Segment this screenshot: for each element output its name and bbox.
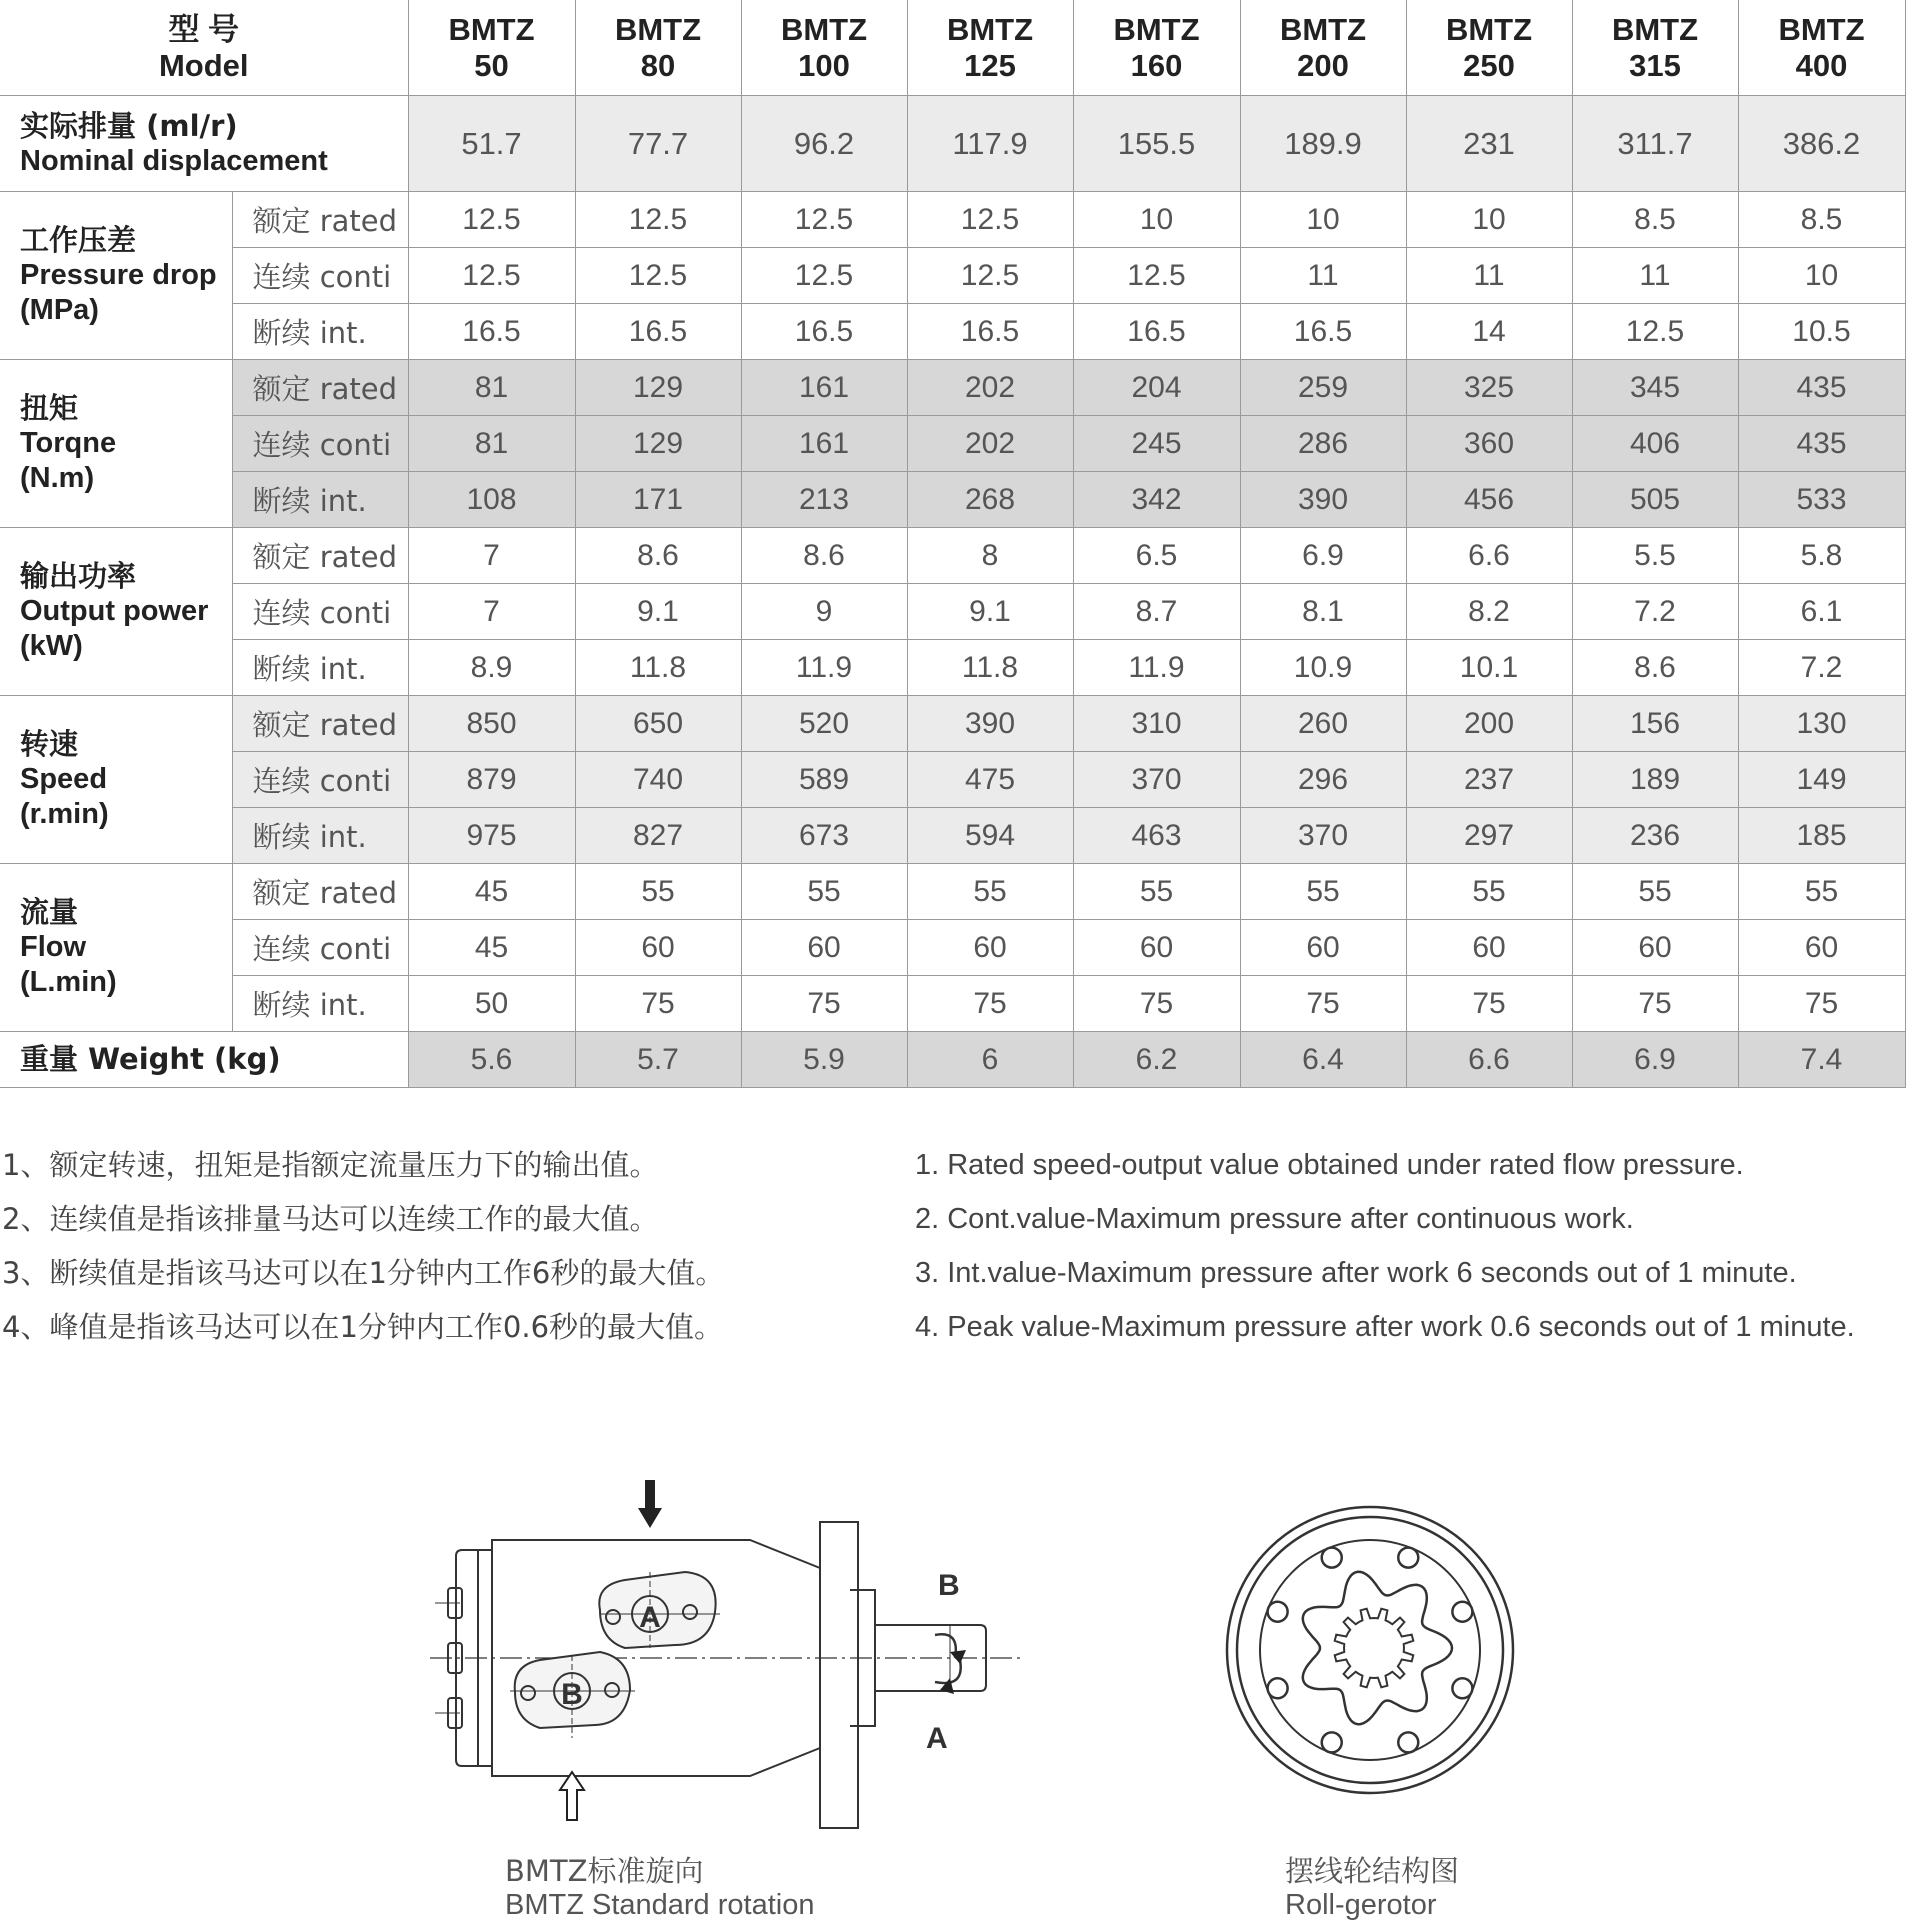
table-cell: 60 — [1738, 920, 1905, 976]
model-prefix: BMTZ — [946, 11, 1034, 47]
table-cell: 390 — [1240, 472, 1406, 528]
table-cell: 325 — [1406, 360, 1572, 416]
table-cell: 231 — [1406, 96, 1572, 192]
table-cell: 342 — [1073, 472, 1240, 528]
motor-caption-cn: BMTZ标准旋向 — [505, 1854, 704, 1888]
inlet-arrow-down — [638, 1480, 662, 1528]
table-cell: 10.9 — [1240, 640, 1406, 696]
table-row — [0, 920, 1905, 976]
table-cell: 6.9 — [1572, 1032, 1738, 1088]
table-cell: 463 — [1073, 808, 1240, 864]
group-label — [0, 696, 232, 864]
table-cell: 8.5 — [1572, 192, 1738, 248]
table-cell: 435 — [1738, 360, 1905, 416]
rotation-b-label: B — [938, 1569, 960, 1602]
table-cell: 55 — [1240, 864, 1406, 920]
gerotor-caption-en: Roll-gerotor — [1285, 1889, 1437, 1921]
table-cell: 8.6 — [741, 528, 907, 584]
displacement-label — [0, 96, 408, 192]
table-cell: 237 — [1406, 752, 1572, 808]
group-unit: (r.min) — [20, 798, 109, 830]
table-cell: 55 — [1073, 864, 1240, 920]
model-prefix: BMTZ — [1611, 11, 1699, 47]
group-unit: (N.m) — [20, 462, 95, 494]
table-row — [0, 976, 1905, 1032]
table-cell: 213 — [741, 472, 907, 528]
notes-english — [915, 1138, 1855, 1354]
group-label — [0, 528, 232, 696]
group-unit: (MPa) — [20, 294, 99, 326]
table-cell: 9 — [741, 584, 907, 640]
table-cell: 75 — [1738, 976, 1905, 1032]
table-cell: 75 — [1073, 976, 1240, 1032]
table-cell: 5.5 — [1572, 528, 1738, 584]
table-cell: 594 — [907, 808, 1073, 864]
table-cell: 406 — [1572, 416, 1738, 472]
table-cell: 6.4 — [1240, 1032, 1406, 1088]
model-prefix: BMTZ — [614, 11, 702, 47]
table-cell: 161 — [741, 416, 907, 472]
table-cell: 75 — [1572, 976, 1738, 1032]
note-cn-4: 4、峰值是指该马达可以在1分钟内工作0.6秒的最大值。 — [2, 1310, 724, 1344]
table-cell: 296 — [1240, 752, 1406, 808]
row-sublabel: 额定 rated — [232, 696, 408, 752]
row-sublabel: 断续 int. — [232, 808, 408, 864]
table-cell: 75 — [1406, 976, 1572, 1032]
group-unit: (L.min) — [20, 966, 117, 998]
group-label-cn: 输出功率 — [20, 559, 137, 593]
model-column-header — [1240, 0, 1406, 96]
group-label-en: Output power — [20, 595, 209, 627]
table-cell: 11.9 — [741, 640, 907, 696]
table-cell: 7.2 — [1738, 640, 1905, 696]
table-cell: 12.5 — [575, 192, 741, 248]
table-cell: 55 — [1406, 864, 1572, 920]
table-cell: 850 — [408, 696, 575, 752]
table-cell: 310 — [1073, 696, 1240, 752]
group-label-en: Torqne — [20, 427, 117, 459]
table-cell: 12.5 — [907, 248, 1073, 304]
model-column-header — [1738, 0, 1905, 96]
table-cell: 7 — [408, 528, 575, 584]
note-cn-3: 3、断续值是指该马达可以在1分钟内工作6秒的最大值。 — [2, 1256, 725, 1290]
table-cell: 297 — [1406, 808, 1572, 864]
model-header-en: Model — [158, 47, 249, 83]
bolt-hole — [1322, 1732, 1342, 1752]
table-cell: 650 — [575, 696, 741, 752]
row-sublabel: 断续 int. — [232, 472, 408, 528]
table-cell: 7.4 — [1738, 1032, 1905, 1088]
row-sublabel: 连续 conti — [232, 248, 408, 304]
row-sublabel: 断续 int. — [232, 304, 408, 360]
table-cell: 12.5 — [907, 192, 1073, 248]
table-cell: 8.6 — [575, 528, 741, 584]
motor-caption-en: BMTZ Standard rotation — [505, 1889, 815, 1921]
table-cell: 16.5 — [408, 304, 575, 360]
table-cell: 827 — [575, 808, 741, 864]
table-cell: 16.5 — [1073, 304, 1240, 360]
table-cell: 45 — [408, 864, 575, 920]
model-prefix: BMTZ — [780, 11, 868, 47]
model-size: 200 — [1297, 47, 1349, 83]
table-cell: 60 — [1240, 920, 1406, 976]
row-sublabel: 断续 int. — [232, 640, 408, 696]
table-cell: 12.5 — [1073, 248, 1240, 304]
model-column-header — [575, 0, 741, 96]
note-cn-1: 1、额定转速，扭矩是指额定流量压力下的输出值。 — [2, 1148, 659, 1182]
group-label — [0, 864, 232, 1032]
table-cell: 10 — [1073, 192, 1240, 248]
displacement-label-cn: 实际排量 (ml/r) — [20, 108, 238, 143]
bolt-hole — [1322, 1548, 1342, 1568]
table-cell: 16.5 — [741, 304, 907, 360]
table-cell: 9.1 — [907, 584, 1073, 640]
bolt-hole — [1268, 1602, 1288, 1622]
table-cell: 5.7 — [575, 1032, 741, 1088]
table-row — [0, 248, 1905, 304]
row-sublabel: 额定 rated — [232, 192, 408, 248]
model-size: 80 — [640, 47, 676, 83]
table-cell: 155.5 — [1073, 96, 1240, 192]
table-cell: 185 — [1738, 808, 1905, 864]
gerotor-caption-cn: 摆线轮结构图 — [1285, 1854, 1460, 1888]
table-cell: 189.9 — [1240, 96, 1406, 192]
table-cell: 5.8 — [1738, 528, 1905, 584]
table-cell: 60 — [1572, 920, 1738, 976]
gerotor-diagram — [1220, 1500, 1520, 1800]
table-cell: 879 — [408, 752, 575, 808]
row-sublabel: 断续 int. — [232, 976, 408, 1032]
group-label-cn: 工作压差 — [20, 223, 137, 257]
row-sublabel: 连续 conti — [232, 752, 408, 808]
table-cell: 189 — [1572, 752, 1738, 808]
table-cell: 60 — [575, 920, 741, 976]
table-cell: 10.5 — [1738, 304, 1905, 360]
table-cell: 435 — [1738, 416, 1905, 472]
table-cell: 11 — [1406, 248, 1572, 304]
table-row — [0, 528, 1905, 584]
table-cell: 81 — [408, 360, 575, 416]
gerotor-caption — [1285, 1854, 1459, 1922]
table-cell: 6.2 — [1073, 1032, 1240, 1088]
group-label — [0, 360, 232, 528]
table-cell: 75 — [575, 976, 741, 1032]
row-sublabel: 连续 conti — [232, 920, 408, 976]
table-cell: 360 — [1406, 416, 1572, 472]
table-cell: 204 — [1073, 360, 1240, 416]
table-cell: 8.2 — [1406, 584, 1572, 640]
table-row — [0, 808, 1905, 864]
table-cell: 108 — [408, 472, 575, 528]
table-cell: 14 — [1406, 304, 1572, 360]
group-label-en: Pressure drop — [20, 259, 217, 291]
table-cell: 156 — [1572, 696, 1738, 752]
table-cell: 96.2 — [741, 96, 907, 192]
table-cell: 740 — [575, 752, 741, 808]
weight-row — [0, 1032, 1905, 1088]
bolt-hole — [1398, 1548, 1418, 1568]
table-cell: 149 — [1738, 752, 1905, 808]
table-cell: 8 — [907, 528, 1073, 584]
table-cell: 60 — [1406, 920, 1572, 976]
table-cell: 6.9 — [1240, 528, 1406, 584]
weight-label: 重量 Weight (kg) — [0, 1032, 408, 1088]
table-cell: 10 — [1738, 248, 1905, 304]
model-prefix: BMTZ — [1279, 11, 1367, 47]
table-cell: 12.5 — [1572, 304, 1738, 360]
model-size: 400 — [1795, 47, 1848, 83]
table-cell: 202 — [907, 360, 1073, 416]
table-cell: 129 — [575, 416, 741, 472]
model-header-label — [0, 0, 408, 96]
model-size: 160 — [1130, 47, 1183, 83]
table-cell: 11 — [1240, 248, 1406, 304]
table-cell: 6.6 — [1406, 1032, 1572, 1088]
model-size: 315 — [1629, 47, 1681, 83]
table-cell: 370 — [1073, 752, 1240, 808]
table-cell: 386.2 — [1738, 96, 1905, 192]
model-size: 100 — [798, 47, 850, 83]
table-cell: 245 — [1073, 416, 1240, 472]
table-cell: 311.7 — [1572, 96, 1738, 192]
table-cell: 5.6 — [408, 1032, 575, 1088]
table-cell: 12.5 — [741, 248, 907, 304]
table-cell: 117.9 — [907, 96, 1073, 192]
table-cell: 8.5 — [1738, 192, 1905, 248]
motor-caption — [505, 1854, 814, 1922]
model-size: 50 — [474, 47, 509, 83]
table-cell: 268 — [907, 472, 1073, 528]
table-cell: 200 — [1406, 696, 1572, 752]
table-cell: 286 — [1240, 416, 1406, 472]
table-cell: 12.5 — [408, 192, 575, 248]
table-cell: 77.7 — [575, 96, 741, 192]
table-cell: 10.1 — [1406, 640, 1572, 696]
model-prefix: BMTZ — [1445, 11, 1533, 47]
table-row — [0, 752, 1905, 808]
row-sublabel: 连续 conti — [232, 584, 408, 640]
table-row — [0, 640, 1905, 696]
port-b-label: B — [561, 1678, 583, 1711]
table-row — [0, 696, 1905, 752]
model-header-cn: 型 号 — [168, 11, 240, 47]
group-label-cn: 扭矩 — [20, 391, 79, 425]
model-column-header — [408, 0, 575, 96]
table-row — [0, 864, 1905, 920]
table-cell: 12.5 — [741, 192, 907, 248]
model-size: 250 — [1463, 47, 1515, 83]
table-cell: 16.5 — [907, 304, 1073, 360]
table-cell: 12.5 — [408, 248, 575, 304]
bolt-hole — [1398, 1732, 1418, 1752]
table-cell: 55 — [1738, 864, 1905, 920]
table-row — [0, 304, 1905, 360]
table-cell: 9.1 — [575, 584, 741, 640]
note-en-1: 1. Rated speed-output value obtained under rated flow pressure. — [915, 1149, 1744, 1181]
model-column-header — [1406, 0, 1572, 96]
note-en-3: 3. Int.value-Maximum pressure after work 6 seconds out of 1 minute. — [915, 1257, 1797, 1289]
table-cell: 10 — [1406, 192, 1572, 248]
table-cell: 55 — [741, 864, 907, 920]
group-label-en: Flow — [20, 931, 87, 963]
table-cell: 11.8 — [907, 640, 1073, 696]
group-label — [0, 192, 232, 360]
model-prefix: BMTZ — [1778, 11, 1865, 47]
model-column-header — [1073, 0, 1240, 96]
row-sublabel: 连续 conti — [232, 416, 408, 472]
table-cell: 75 — [741, 976, 907, 1032]
table-cell: 8.9 — [408, 640, 575, 696]
header-row — [0, 0, 1905, 96]
displacement-row — [0, 96, 1905, 192]
table-cell: 5.9 — [741, 1032, 907, 1088]
table-cell: 161 — [741, 360, 907, 416]
rotor-outline — [1303, 1572, 1452, 1724]
table-cell: 475 — [907, 752, 1073, 808]
model-prefix: BMTZ — [448, 11, 535, 47]
table-cell: 6.1 — [1738, 584, 1905, 640]
table-row — [0, 472, 1905, 528]
note-en-4: 4. Peak value-Maximum pressure after work 0.6 seconds out of 1 minute. — [915, 1311, 1855, 1343]
table-cell: 16.5 — [1240, 304, 1406, 360]
table-cell: 370 — [1240, 808, 1406, 864]
table-cell: 11 — [1572, 248, 1738, 304]
table-cell: 259 — [1240, 360, 1406, 416]
bolt-hole — [1452, 1678, 1472, 1698]
notes-chinese — [2, 1138, 724, 1354]
table-cell: 81 — [408, 416, 575, 472]
table-cell: 60 — [741, 920, 907, 976]
bolt-hole — [1268, 1678, 1288, 1698]
table-cell: 60 — [1073, 920, 1240, 976]
table-cell: 60 — [907, 920, 1073, 976]
table-cell: 16.5 — [575, 304, 741, 360]
table-cell: 11.8 — [575, 640, 741, 696]
table-row — [0, 584, 1905, 640]
table-cell: 55 — [1572, 864, 1738, 920]
table-cell: 10 — [1240, 192, 1406, 248]
note-cn-2: 2、连续值是指该排量马达可以连续工作的最大值。 — [2, 1202, 659, 1236]
table-cell: 12.5 — [575, 248, 741, 304]
table-cell: 45 — [408, 920, 575, 976]
note-en-2: 2. Cont.value-Maximum pressure after continuous work. — [915, 1203, 1634, 1235]
table-cell: 6.5 — [1073, 528, 1240, 584]
table-cell: 236 — [1572, 808, 1738, 864]
motor-rotation-diagram — [420, 1480, 1020, 1840]
bolt-hole — [1452, 1602, 1472, 1622]
outlet-arrow-up — [560, 1772, 584, 1820]
table-cell: 75 — [1240, 976, 1406, 1032]
table-cell: 8.6 — [1572, 640, 1738, 696]
model-prefix: BMTZ — [1113, 11, 1200, 47]
model-column-header — [907, 0, 1073, 96]
row-sublabel: 额定 rated — [232, 528, 408, 584]
table-cell: 520 — [741, 696, 907, 752]
table-row — [0, 192, 1905, 248]
table-cell: 11.9 — [1073, 640, 1240, 696]
rotation-a-label: A — [926, 1722, 948, 1755]
table-cell: 533 — [1738, 472, 1905, 528]
table-cell: 129 — [575, 360, 741, 416]
model-column-header — [1572, 0, 1738, 96]
table-cell: 202 — [907, 416, 1073, 472]
table-cell: 130 — [1738, 696, 1905, 752]
table-cell: 7 — [408, 584, 575, 640]
table-cell: 50 — [408, 976, 575, 1032]
group-label-en: Speed — [20, 763, 108, 795]
table-cell: 6 — [907, 1032, 1073, 1088]
table-cell: 456 — [1406, 472, 1572, 528]
table-cell: 55 — [907, 864, 1073, 920]
model-size: 125 — [964, 47, 1016, 83]
table-cell: 589 — [741, 752, 907, 808]
table-cell: 505 — [1572, 472, 1738, 528]
row-sublabel: 额定 rated — [232, 864, 408, 920]
table-cell: 171 — [575, 472, 741, 528]
group-label-cn: 转速 — [20, 727, 79, 761]
table-cell: 7.2 — [1572, 584, 1738, 640]
table-cell: 6.6 — [1406, 528, 1572, 584]
spline-gear — [1335, 1609, 1414, 1688]
table-cell: 975 — [408, 808, 575, 864]
row-sublabel: 额定 rated — [232, 360, 408, 416]
table-cell: 345 — [1572, 360, 1738, 416]
table-cell: 8.7 — [1073, 584, 1240, 640]
table-cell: 260 — [1240, 696, 1406, 752]
table-row — [0, 360, 1905, 416]
group-label-cn: 流量 — [20, 895, 79, 929]
model-column-header — [741, 0, 907, 96]
group-unit: (kW) — [20, 630, 83, 662]
port-a-label: A — [639, 1601, 661, 1634]
table-cell: 75 — [907, 976, 1073, 1032]
table-row — [0, 416, 1905, 472]
table-cell: 390 — [907, 696, 1073, 752]
table-cell: 673 — [741, 808, 907, 864]
table-cell: 51.7 — [408, 96, 575, 192]
displacement-label-en: Nominal displacement — [20, 144, 328, 177]
table-cell: 8.1 — [1240, 584, 1406, 640]
table-cell: 55 — [575, 864, 741, 920]
